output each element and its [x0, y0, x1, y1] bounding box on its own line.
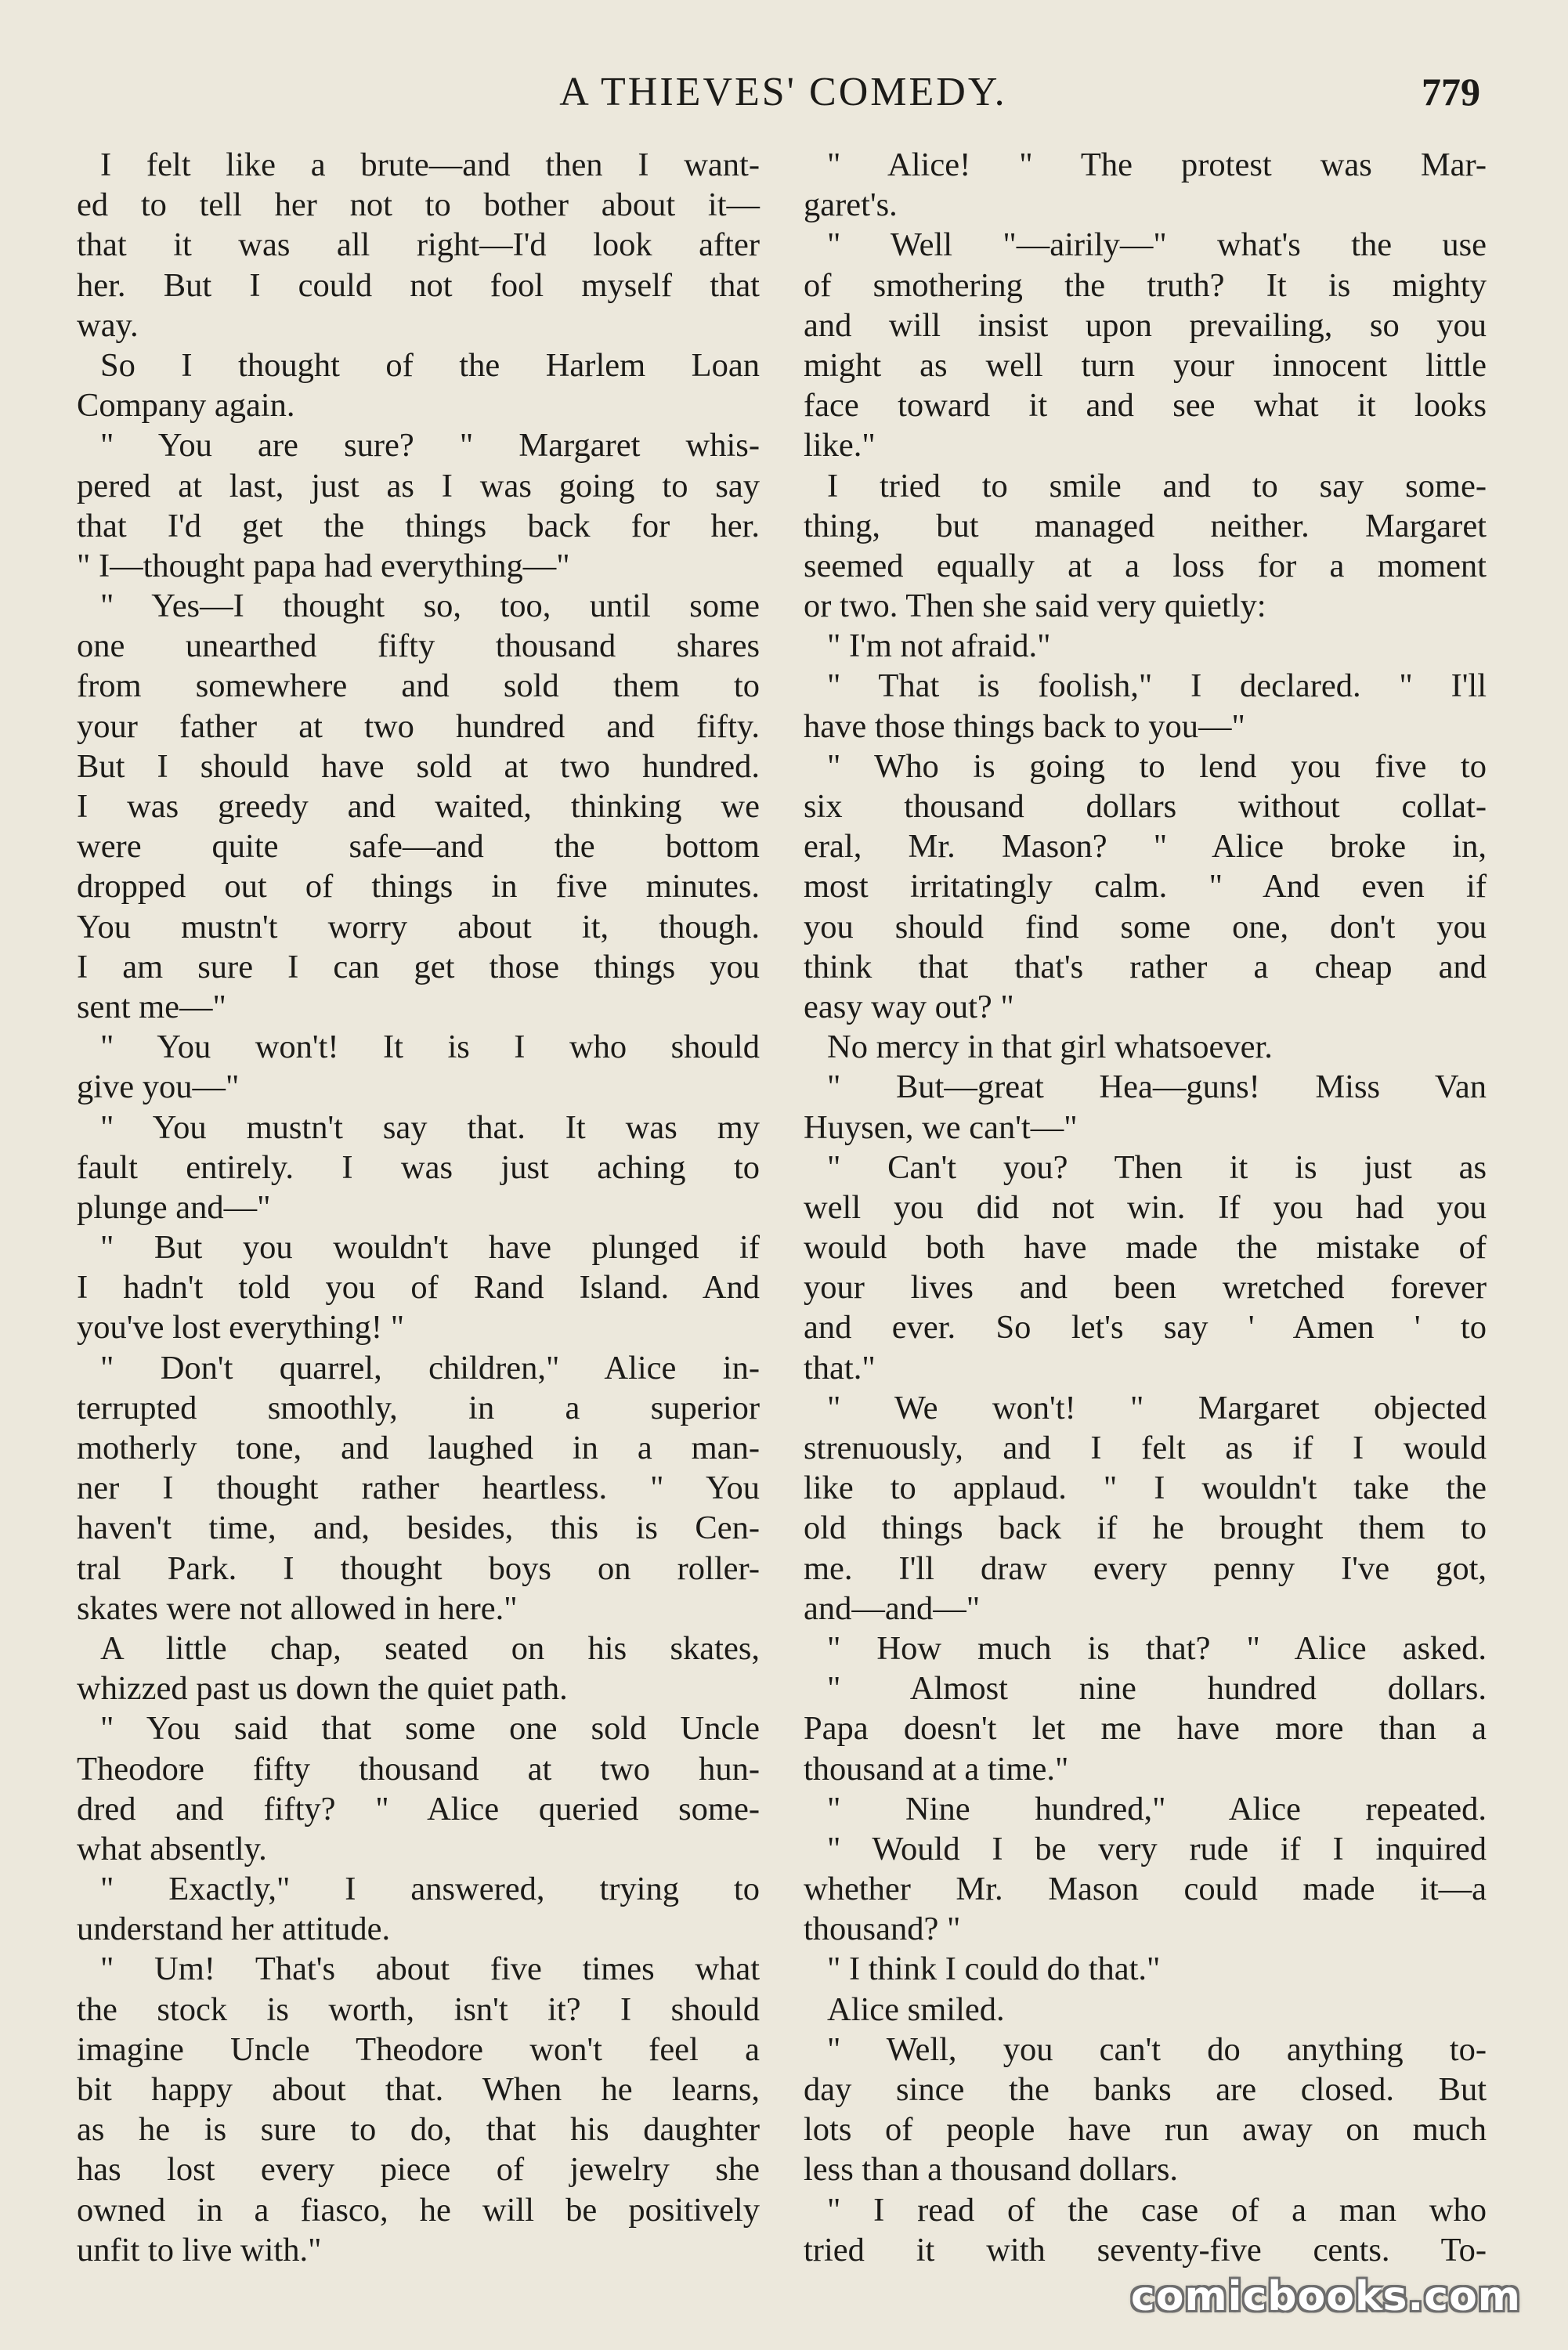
text-line: " Nine hundred," Alice repeated.: [827, 1790, 1487, 1828]
text-line: terrupted smoothly, in a superior: [77, 1389, 760, 1426]
text-line: seemed equally at a loss for a moment: [804, 547, 1487, 584]
text-line: well you did not win. If you had you: [804, 1188, 1487, 1226]
text-line: " You said that some one sold Uncle: [100, 1710, 760, 1748]
text-line: her. But I could not fool myself that: [77, 266, 760, 304]
text-line: or two. Then she said very quietly:: [804, 588, 1266, 625]
text-line: I hadn't told you of Rand Island. And: [77, 1269, 760, 1307]
text-line: " You mustn't say that. It was my: [100, 1108, 760, 1146]
text-line: like.": [804, 427, 876, 465]
text-line: have those things back to you—": [804, 707, 1245, 745]
page-header: [78, 69, 1488, 124]
text-line: skates were not allowed in here.": [77, 1589, 518, 1627]
text-line: Company again.: [77, 387, 295, 425]
text-line: A little chap, seated on his skates,: [100, 1629, 760, 1667]
text-line: like to applaud. " I wouldn't take the: [804, 1470, 1487, 1507]
text-line: " Alice! " The protest was Mar-: [827, 146, 1487, 183]
text-line: thousand? ": [804, 1911, 961, 1948]
text-line: old things back if he brought them to: [804, 1509, 1487, 1547]
left-text-column: [77, 145, 760, 2270]
text-line: give you—": [77, 1068, 240, 1106]
text-line: of smothering the truth? It is mighty: [804, 266, 1487, 304]
text-line: eral, Mr. Mason? " Alice broke in,: [804, 828, 1487, 866]
text-line: easy way out? ": [804, 988, 1014, 1025]
page-number: 779: [1422, 70, 1480, 114]
text-line: understand her attitude.: [77, 1911, 391, 1948]
text-line: " We won't! " Margaret objected: [827, 1389, 1487, 1426]
text-line: I am sure I can get those things you: [77, 948, 760, 985]
text-line: tral Park. I thought boys on roller-: [77, 1549, 760, 1587]
text-line: that.": [804, 1349, 876, 1386]
text-line: " Well "—airily—" what's the use: [827, 226, 1487, 264]
text-line: motherly tone, and laughed in a man-: [77, 1430, 760, 1466]
text-line: plunge and—": [77, 1188, 271, 1226]
text-line: " That is foolish," I declared. " I'll: [827, 667, 1487, 705]
text-line: might as well turn your innocent little: [804, 346, 1487, 384]
right-text-column: [804, 145, 1487, 2270]
text-line: unfit to live with.": [77, 2231, 322, 2269]
text-line: would both have made the mistake of: [804, 1229, 1487, 1267]
text-line: " Can't you? Then it is just as: [827, 1148, 1487, 1186]
text-line: has lost every piece of jewelry she: [77, 2151, 760, 2189]
text-line: one unearthed fifty thousand shares: [77, 627, 760, 665]
text-line: lots of people have run away on much: [804, 2111, 1487, 2149]
text-line: " But—great Hea—guns! Miss Van: [827, 1068, 1487, 1106]
text-line: " You are sure? " Margaret whis-: [100, 427, 760, 465]
text-line: haven't time, and, besides, this is Cen-: [77, 1509, 760, 1547]
text-line: " Almost nine hundred dollars.: [827, 1670, 1487, 1708]
text-line: I tried to smile and to say some-: [827, 467, 1487, 504]
text-line: thing, but managed neither. Margaret: [804, 507, 1487, 544]
text-line: that I'd get the things back for her.: [77, 507, 760, 544]
text-line: dred and fifty? " Alice queried some-: [77, 1790, 760, 1828]
text-line: thousand at a time.": [804, 1750, 1069, 1788]
text-line: your lives and been wretched forever: [804, 1269, 1487, 1307]
text-line: and will insist upon prevailing, so you: [804, 306, 1487, 344]
text-line: pered at last, just as I was going to say: [77, 467, 760, 504]
text-line: " Exactly," I answered, trying to: [100, 1871, 760, 1908]
text-line: and ever. So let's say ' Amen ' to: [804, 1309, 1487, 1347]
text-line: " You won't! It is I who should: [100, 1029, 760, 1066]
text-line: whether Mr. Mason could made it—a: [804, 1871, 1487, 1908]
text-line: imagine Uncle Theodore won't feel a: [77, 2030, 760, 2068]
text-line: ner I thought rather heartless. " You: [77, 1470, 760, 1507]
text-line: what absently.: [77, 1830, 267, 1867]
text-line: I was greedy and waited, thinking we: [77, 788, 760, 825]
text-line: " I think I could do that.": [827, 1950, 1161, 1988]
text-line: the stock is worth, isn't it? I should: [77, 1990, 760, 2028]
text-line: " Um! That's about five times what: [100, 1950, 760, 1988]
text-line: you should find some one, don't you: [804, 908, 1487, 945]
text-line: So I thought of the Harlem Loan: [100, 346, 760, 384]
text-line: You mustn't worry about it, though.: [77, 908, 760, 945]
text-line: " I'm not afraid.": [827, 627, 1051, 665]
text-line: But I should have sold at two hundred.: [77, 747, 760, 785]
text-line: " I—thought papa had everything—": [77, 547, 570, 584]
text-line: as he is sure to do, that his daughter: [77, 2111, 760, 2149]
text-line: me. I'll draw every penny I've got,: [804, 1549, 1487, 1587]
text-line: " But you wouldn't have plunged if: [100, 1229, 760, 1267]
text-line: " Well, you can't do anything to-: [827, 2030, 1487, 2068]
text-line: " Yes—I thought so, too, until some: [100, 588, 760, 625]
text-line: and—and—": [804, 1589, 981, 1627]
text-line: " Who is going to lend you five to: [827, 747, 1487, 785]
text-line: tried it with seventy-five cents. To-: [804, 2231, 1487, 2269]
text-line: strenuously, and I felt as if I would: [804, 1430, 1487, 1466]
text-line: I felt like a brute—and then I want-: [100, 146, 760, 183]
text-line: No mercy in that girl whatsoever.: [827, 1029, 1273, 1066]
text-line: ed to tell her not to bother about it—: [77, 186, 760, 224]
text-line: garet's.: [804, 186, 898, 224]
text-line: Papa doesn't let me have more than a: [804, 1710, 1487, 1748]
text-line: owned in a fiasco, he will be positively: [77, 2191, 760, 2229]
text-line: were quite safe—and the bottom: [77, 828, 760, 866]
text-line: " Don't quarrel, children," Alice in-: [100, 1349, 760, 1386]
text-line: day since the banks are closed. But: [804, 2071, 1487, 2108]
text-line: " Would I be very rude if I inquired: [827, 1830, 1487, 1867]
watermark-logo: comicbooks.com: [1130, 2273, 1521, 2320]
text-line: less than a thousand dollars.: [804, 2151, 1179, 2189]
text-line: your father at two hundred and fifty.: [77, 707, 760, 745]
text-line: Huysen, we can't—": [804, 1108, 1078, 1146]
text-line: fault entirely. I was just aching to: [77, 1148, 760, 1186]
text-line: bit happy about that. When he learns,: [77, 2071, 760, 2108]
text-line: you've lost everything! ": [77, 1309, 405, 1347]
text-line: Theodore fifty thousand at two hun-: [77, 1750, 760, 1788]
text-line: " I read of the case of a man who: [827, 2191, 1487, 2229]
text-line: six thousand dollars without collat-: [804, 788, 1487, 825]
text-line: dropped out of things in five minutes.: [77, 868, 760, 906]
text-line: whizzed past us down the quiet path.: [77, 1670, 568, 1708]
text-line: " How much is that? " Alice asked.: [827, 1629, 1487, 1667]
text-line: Alice smiled.: [827, 1990, 1005, 2028]
text-line: from somewhere and sold them to: [77, 667, 760, 705]
text-line: think that that's rather a cheap and: [804, 948, 1487, 985]
text-line: way.: [77, 306, 139, 344]
text-line: that it was all right—I'd look after: [77, 226, 760, 264]
text-line: most irritatingly calm. " And even if: [804, 868, 1487, 906]
text-line: sent me—": [77, 988, 226, 1025]
text-line: face toward it and see what it looks: [804, 387, 1487, 425]
running-title: A THIEVES' COMEDY.: [559, 70, 1007, 114]
